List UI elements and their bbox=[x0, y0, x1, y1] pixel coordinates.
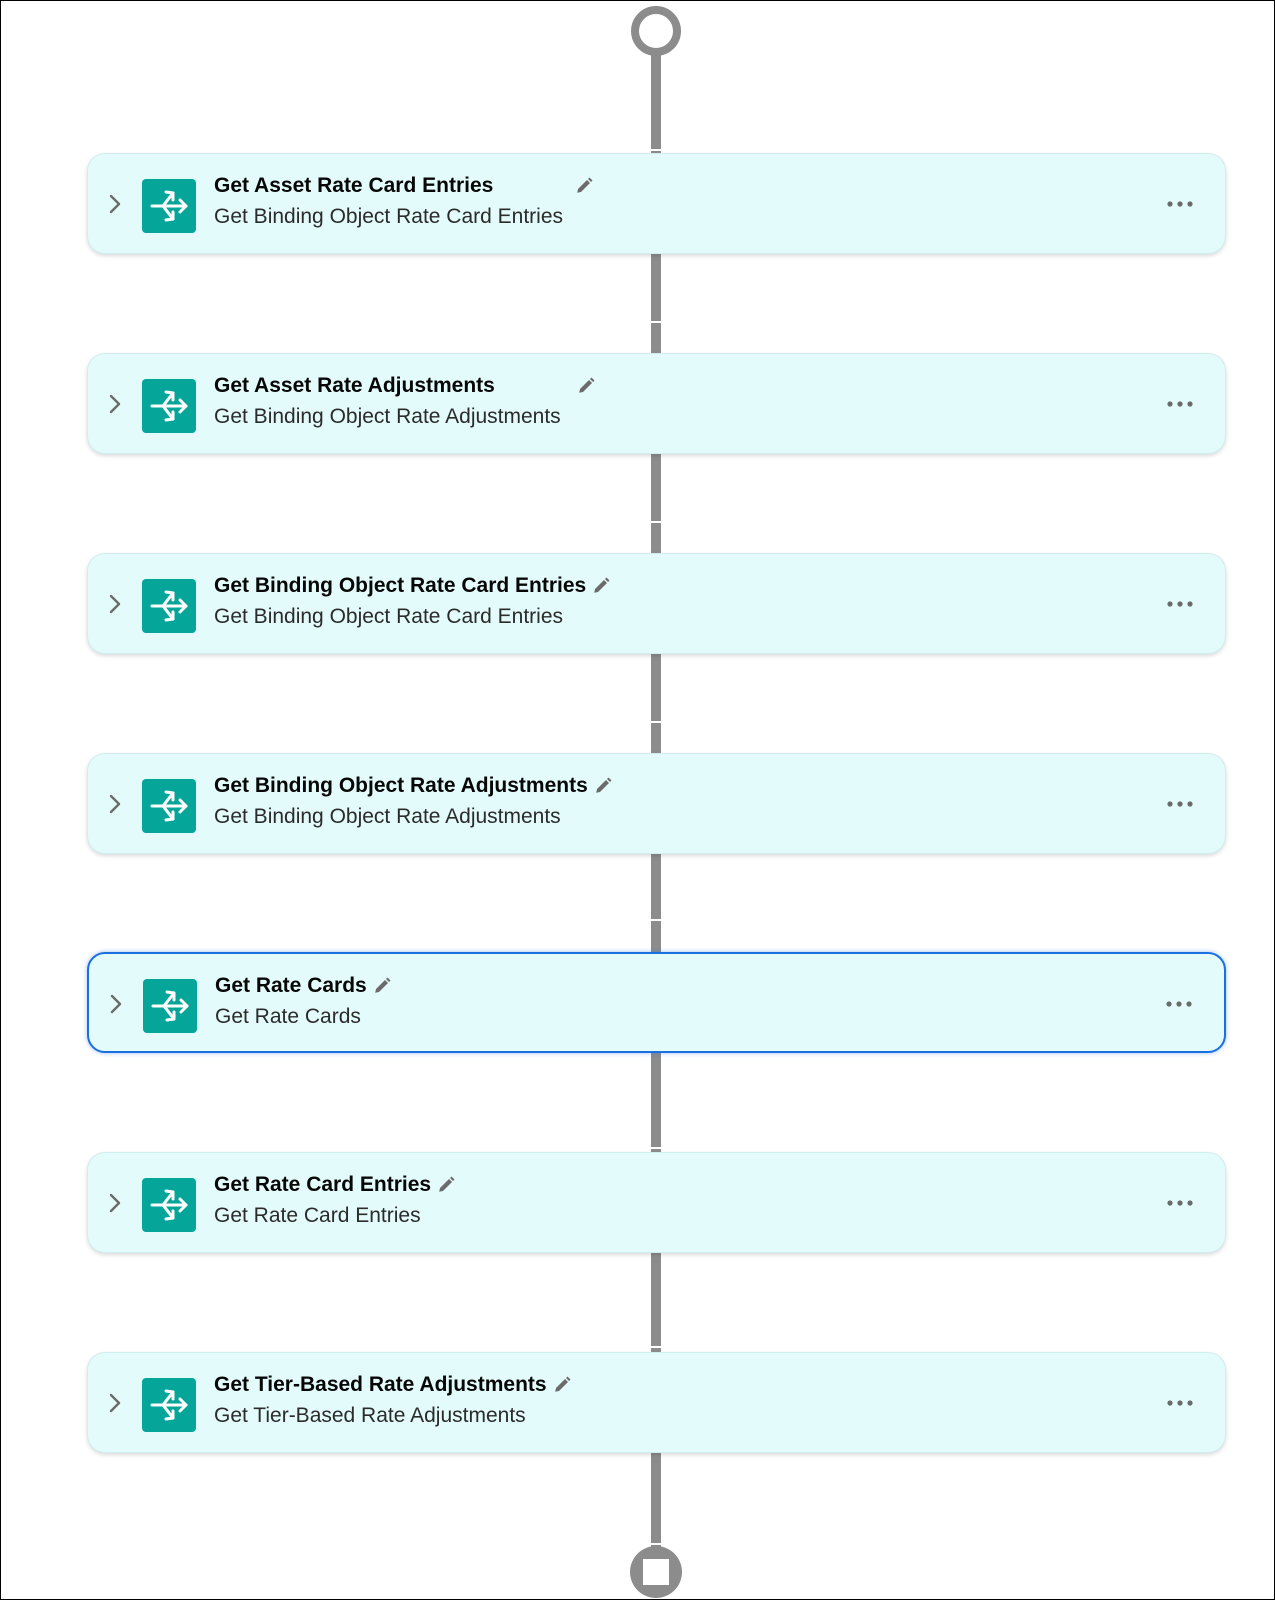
flow-step-card-7[interactable] bbox=[87, 1352, 1226, 1453]
connector-tick bbox=[649, 721, 663, 723]
flow-step-card-6[interactable] bbox=[87, 1152, 1226, 1253]
step-title: Get Rate Cards bbox=[215, 974, 367, 997]
end-square-icon bbox=[643, 1559, 669, 1585]
more-actions-icon[interactable] bbox=[1165, 592, 1195, 616]
step-title: Get Binding Object Rate Card Entries bbox=[214, 574, 587, 597]
step-title: Get Binding Object Rate Adjustments bbox=[214, 774, 588, 797]
flow-step-card-2[interactable] bbox=[87, 353, 1226, 454]
more-actions-icon[interactable] bbox=[1164, 992, 1194, 1016]
get-records-icon bbox=[142, 779, 196, 833]
get-records-icon bbox=[142, 1378, 196, 1432]
step-text bbox=[214, 173, 595, 229]
step-title: Get Asset Rate Adjustments bbox=[214, 374, 495, 397]
step-title: Get Tier-Based Rate Adjustments bbox=[214, 1373, 547, 1396]
step-title-row bbox=[214, 373, 597, 399]
more-actions-icon[interactable] bbox=[1165, 792, 1195, 816]
more-actions-icon[interactable] bbox=[1165, 1191, 1195, 1215]
step-title-row bbox=[215, 973, 393, 999]
connector-tick bbox=[649, 321, 663, 323]
connector-tick bbox=[649, 1147, 663, 1149]
step-text bbox=[214, 773, 614, 829]
get-records-icon bbox=[142, 179, 196, 233]
pencil-icon[interactable] bbox=[435, 1174, 457, 1196]
step-title-row bbox=[214, 1372, 573, 1398]
get-records-icon bbox=[142, 1178, 196, 1232]
step-subtitle: Get Rate Card Entries bbox=[214, 1204, 421, 1227]
connector-tick bbox=[649, 149, 663, 151]
step-text bbox=[214, 1372, 573, 1428]
step-subtitle: Get Tier-Based Rate Adjustments bbox=[214, 1404, 526, 1427]
step-title-row bbox=[214, 773, 614, 799]
chevron-right-icon[interactable] bbox=[102, 590, 128, 618]
flow-step-card-1[interactable] bbox=[87, 153, 1226, 254]
pencil-icon[interactable] bbox=[592, 775, 614, 797]
flow-end-node[interactable] bbox=[630, 1546, 682, 1598]
connector-tick bbox=[649, 919, 663, 921]
chevron-right-icon[interactable] bbox=[102, 390, 128, 418]
step-subtitle: Get Binding Object Rate Card Entries bbox=[214, 205, 564, 228]
flow-start-node[interactable] bbox=[631, 6, 681, 56]
connector-tick bbox=[649, 521, 663, 523]
chevron-right-icon[interactable] bbox=[102, 1389, 128, 1417]
connector-tick bbox=[649, 1346, 663, 1348]
flow-step-card-5[interactable] bbox=[87, 952, 1226, 1053]
flow-step-card-4[interactable] bbox=[87, 753, 1226, 854]
step-subtitle: Get Binding Object Rate Adjustments bbox=[214, 405, 561, 428]
more-actions-icon[interactable] bbox=[1165, 192, 1195, 216]
step-subtitle: Get Rate Cards bbox=[215, 1005, 361, 1028]
step-title: Get Rate Card Entries bbox=[214, 1173, 432, 1196]
flow-step-card-3[interactable] bbox=[87, 553, 1226, 654]
pencil-icon[interactable] bbox=[573, 175, 595, 197]
more-actions-icon[interactable] bbox=[1165, 392, 1195, 416]
step-subtitle: Get Binding Object Rate Card Entries bbox=[214, 605, 564, 628]
get-records-icon bbox=[143, 979, 197, 1033]
chevron-right-icon[interactable] bbox=[102, 1189, 128, 1217]
step-subtitle: Get Binding Object Rate Adjustments bbox=[214, 805, 561, 828]
step-text bbox=[214, 1172, 457, 1228]
chevron-right-icon[interactable] bbox=[102, 790, 128, 818]
pencil-icon[interactable] bbox=[551, 1374, 573, 1396]
pencil-icon[interactable] bbox=[590, 575, 612, 597]
step-title-row bbox=[214, 1172, 457, 1198]
get-records-icon bbox=[142, 579, 196, 633]
step-text bbox=[214, 373, 597, 429]
pencil-icon[interactable] bbox=[575, 375, 597, 397]
pencil-icon[interactable] bbox=[371, 975, 393, 997]
chevron-right-icon[interactable] bbox=[102, 190, 128, 218]
more-actions-icon[interactable] bbox=[1165, 1391, 1195, 1415]
connector-tick bbox=[649, 1543, 663, 1545]
step-title-row bbox=[214, 573, 612, 599]
chevron-right-icon[interactable] bbox=[103, 990, 129, 1018]
step-text bbox=[214, 573, 612, 629]
get-records-icon bbox=[142, 379, 196, 433]
step-title-row bbox=[214, 173, 595, 199]
step-title: Get Asset Rate Card Entries bbox=[214, 174, 494, 197]
step-text bbox=[215, 973, 393, 1029]
